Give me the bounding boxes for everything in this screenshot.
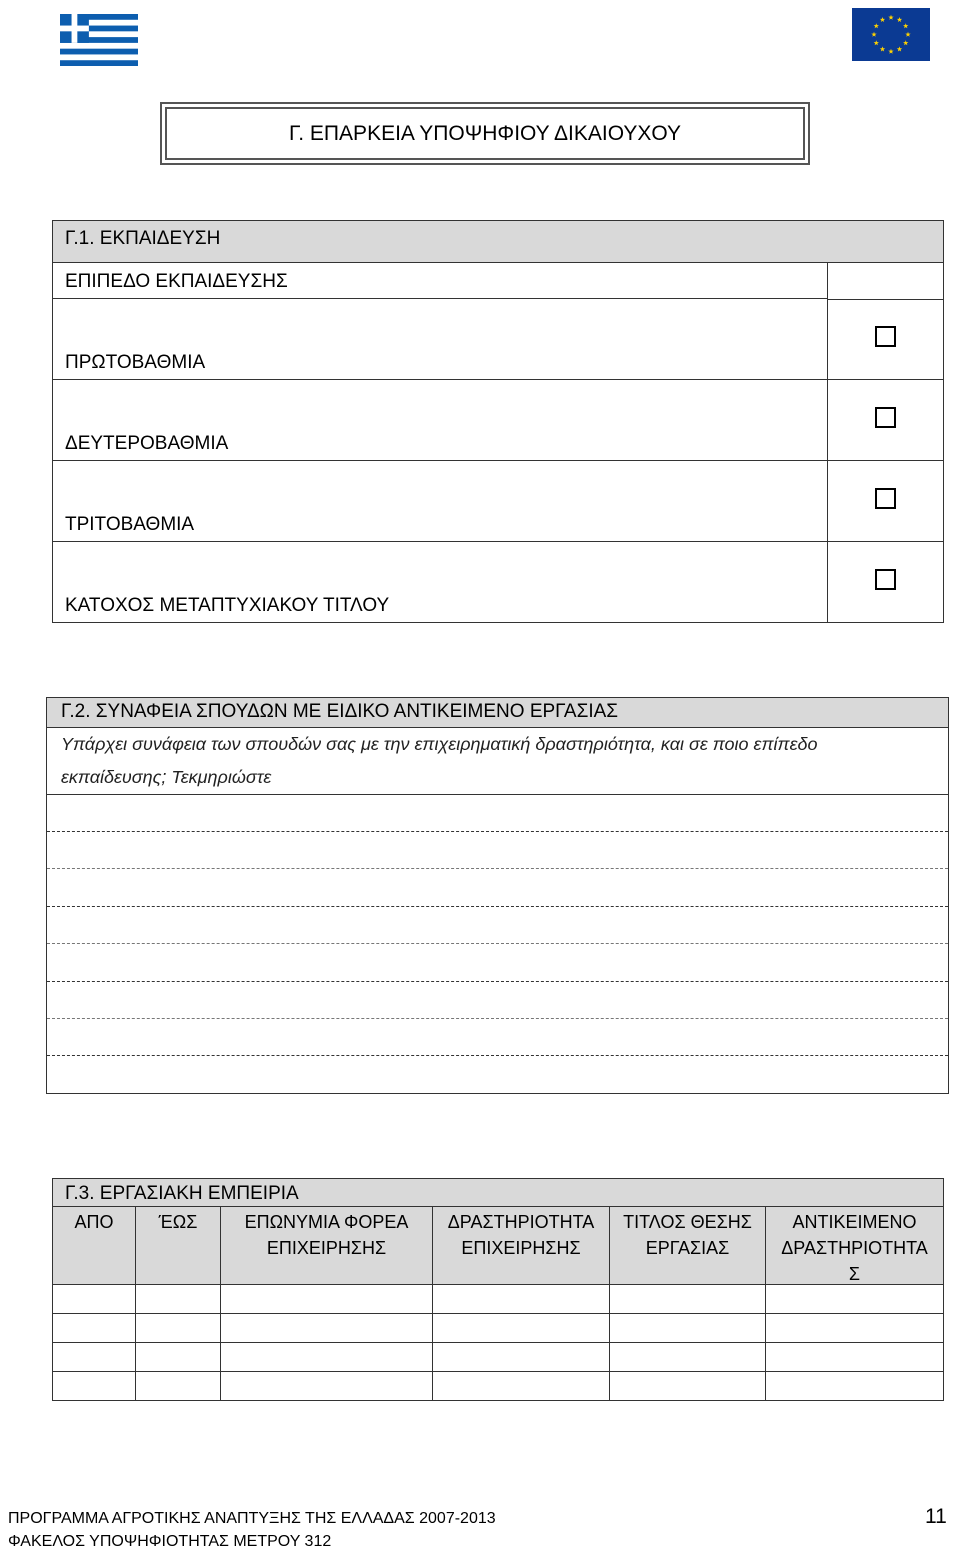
table-cell[interactable] — [221, 1372, 433, 1401]
answer-line — [47, 831, 948, 832]
relevance-question-line: εκπαίδευσης; Τεκμηριώστε — [61, 767, 272, 787]
table-cell[interactable] — [433, 1343, 610, 1372]
postgraduate-checkbox[interactable] — [875, 569, 896, 590]
answer-line — [47, 981, 948, 982]
education-level-label: ΠΡΩΤΟΒΑΘΜΙΑ — [53, 299, 827, 380]
column-header-line: ΕΡΓΑΣΙΑΣ — [645, 1238, 730, 1258]
answer-line — [47, 1055, 948, 1056]
experience-table — [52, 1178, 944, 1401]
education-checkbox-header — [827, 263, 943, 300]
table-cell[interactable] — [766, 1372, 943, 1401]
column-header-line: ΑΝΤΙΚΕΙΜΕΝΟ — [792, 1212, 917, 1232]
column-header — [221, 1207, 433, 1285]
section-title-box — [160, 102, 810, 165]
education-checkbox-cell — [827, 461, 943, 542]
table-cell[interactable] — [136, 1314, 221, 1343]
table-cell[interactable] — [610, 1285, 766, 1314]
tertiary-checkbox[interactable] — [875, 488, 896, 509]
column-header-line: ΕΠΙΧΕΙΡΗΣΗΣ — [461, 1238, 581, 1258]
table-cell[interactable] — [433, 1314, 610, 1343]
page-number: 11 — [925, 1505, 947, 1528]
education-table — [52, 220, 944, 623]
table-cell[interactable] — [53, 1314, 136, 1343]
table-cell[interactable] — [53, 1343, 136, 1372]
column-header-line: ΕΠΙΧΕΙΡΗΣΗΣ — [266, 1238, 387, 1258]
table-cell[interactable] — [610, 1343, 766, 1372]
section-title: Γ. ΕΠΑΡΚΕΙΑ ΥΠΟΨΗΦΙΟΥ ΔΙΚΑΙΟΥΧΟΥ — [165, 107, 805, 160]
table-cell[interactable] — [221, 1285, 433, 1314]
footer-folder: ΦΑΚΕΛΟΣ ΥΠΟΨΗΦΙΟΤΗΤΑΣ ΜΕΤΡΟΥ 312 — [8, 1533, 332, 1550]
column-header — [53, 1207, 136, 1285]
table-cell[interactable] — [766, 1343, 943, 1372]
table-cell[interactable] — [136, 1372, 221, 1401]
table-cell[interactable] — [136, 1343, 221, 1372]
education-level-label: ΚΑΤΟΧΟΣ ΜΕΤΑΠΤΥΧΙΑΚΟΥ ΤΙΤΛΟΥ — [65, 595, 390, 616]
table-cell[interactable] — [766, 1314, 943, 1343]
column-header-line: ΔΡΑΣΤΗΡΙΟΤΗΤΑ — [781, 1238, 928, 1258]
answer-line — [47, 868, 948, 869]
answer-line — [47, 943, 948, 944]
column-header-line: ΤΙΤΛΟΣ ΘΕΣΗΣ — [623, 1212, 752, 1232]
column-header-line: ΕΠΩΝΥΜΙΑ ΦΟΡΕΑ — [244, 1212, 409, 1232]
relevance-section — [46, 697, 949, 1094]
column-header-line: ΔΡΑΣΤΗΡΙΟΤΗΤΑ — [447, 1212, 595, 1232]
secondary-checkbox[interactable] — [875, 407, 896, 428]
table-cell[interactable] — [221, 1314, 433, 1343]
relevance-question — [61, 728, 938, 794]
column-header-line: Σ — [848, 1264, 861, 1284]
column-header-line: ΑΠΟ — [74, 1212, 114, 1232]
table-cell[interactable] — [766, 1285, 943, 1314]
column-header — [433, 1207, 610, 1285]
table-cell[interactable] — [53, 1285, 136, 1314]
divider — [47, 794, 948, 795]
relevance-title: Γ.2. ΣΥΝΑΦΕΙΑ ΣΠΟΥΔΩΝ ΜΕ ΕΙΔΙΚΟ ΑΝΤΙΚΕΙΜΕΝΟ ΕΡΓΑΣΙΑΣ — [47, 698, 948, 728]
table-cell[interactable] — [433, 1372, 610, 1401]
answer-line — [47, 1018, 948, 1019]
relevance-answer-area[interactable] — [47, 796, 948, 1093]
table-cell[interactable] — [136, 1285, 221, 1314]
table-cell[interactable] — [610, 1372, 766, 1401]
greece-flag-icon — [60, 14, 138, 66]
education-title: Γ.1. ΕΚΠΑΙΔΕΥΣΗ — [53, 221, 943, 263]
education-checkbox-cell — [827, 299, 943, 380]
education-level-label: ΤΡΙΤΟΒΑΘΜΙΑ — [53, 461, 827, 542]
footer-program: ΠΡΟΓΡΑΜΜΑ ΑΓΡΟΤΙΚΗΣ ΑΝΑΠΤΥΞΗΣ ΤΗΣ ΕΛΛΑΔΑΣ 2007-2013 — [8, 1510, 496, 1527]
table-cell[interactable] — [53, 1372, 136, 1401]
eu-flag-icon — [852, 8, 930, 61]
column-header-line: ΈΩΣ — [158, 1212, 198, 1232]
experience-title: Γ.3. ΕΡΓΑΣΙΑΚΗ ΕΜΠΕΙΡΙΑ — [53, 1179, 943, 1207]
column-header — [766, 1207, 943, 1285]
table-cell[interactable] — [221, 1343, 433, 1372]
education-level-label: ΔΕΥΤΕΡΟΒΑΘΜΙΑ — [53, 380, 827, 461]
table-cell[interactable] — [433, 1285, 610, 1314]
table-cell[interactable] — [610, 1314, 766, 1343]
relevance-question-line: Υπάρχει συνάφεια των σπουδών σας με την επιχειρηματική δραστηριότητα, και σε ποιο επίπεδο — [61, 734, 818, 754]
education-checkbox-cell — [827, 380, 943, 461]
column-header — [610, 1207, 766, 1285]
education-level-header: ΕΠΙΠΕΔΟ ΕΚΠΑΙΔΕΥΣΗΣ — [53, 263, 827, 299]
answer-line — [47, 906, 948, 907]
education-checkbox-cell — [827, 542, 943, 623]
primary-checkbox[interactable] — [875, 326, 896, 347]
column-header — [136, 1207, 221, 1285]
